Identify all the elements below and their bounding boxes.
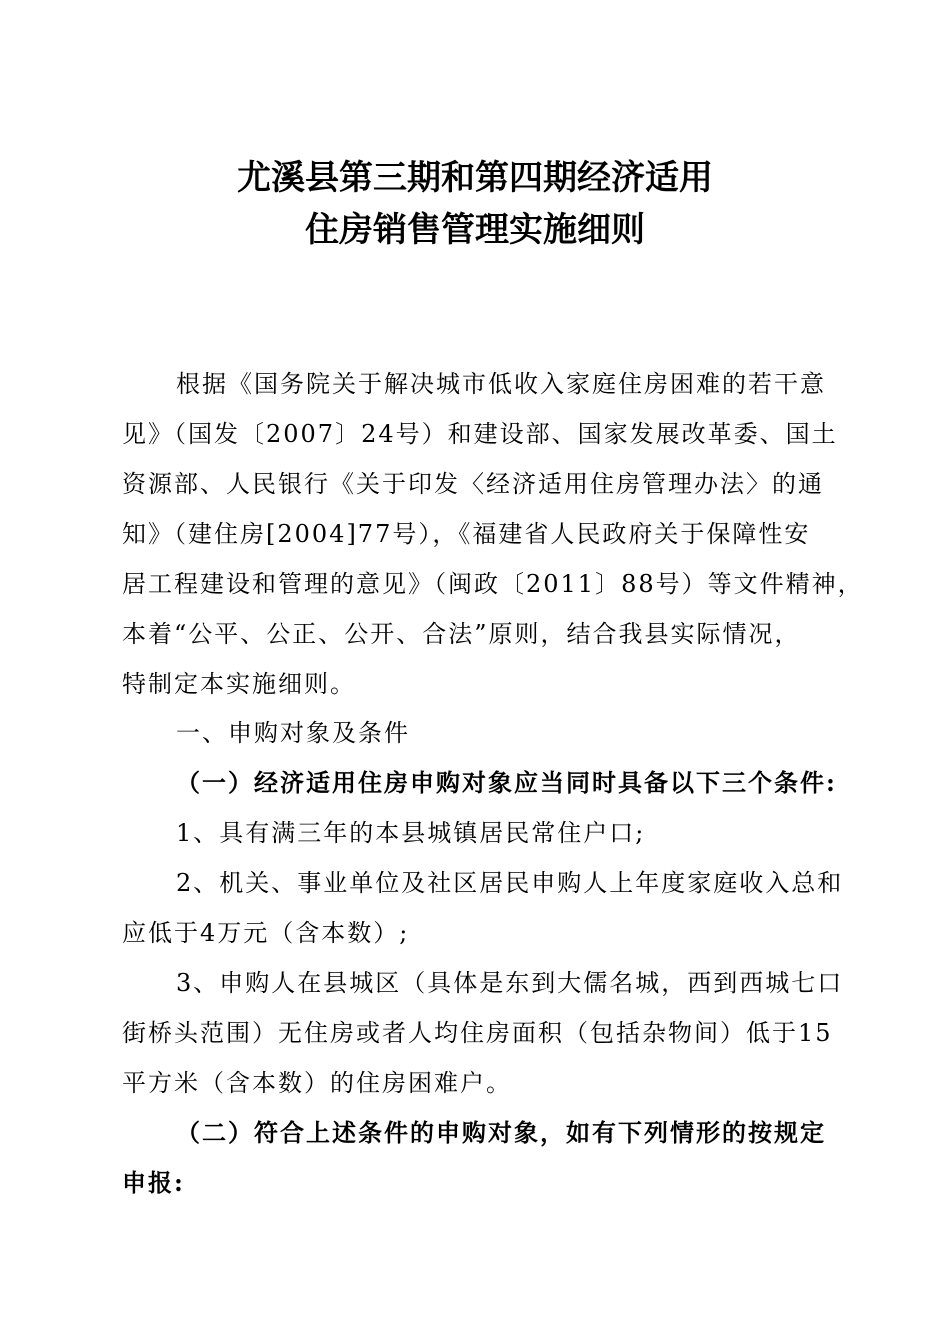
document-title-line-1: 尤溪县第三期和第四期经济适用 [237,158,713,198]
list-item-continuation: 平方米（含本数）的住房困难户。 [122,1069,512,1097]
list-item: 3、申购人在县城区（具体是东到大儒名城，西到西城七口 [176,969,844,997]
body-paragraph-line: 知》（建住房[2004]77号），《福建省人民政府关于保障性安 [122,520,811,548]
subsection-heading-continuation: 申报: [122,1168,185,1197]
body-paragraph-line: 根据《国务院关于解决城市低收入家庭住房困难的若干意 [176,370,826,398]
subsection-heading: （二）符合上述条件的申购对象，如有下列情形的按规定 [176,1118,826,1147]
body-paragraph-line: 见》（国发〔2007〕24号）和建设部、国家发展改革委、国土 [122,420,838,448]
list-item-continuation: 街桥头范围）无住房或者人均住房面积（包括杂物间）低于15 [122,1019,833,1047]
body-paragraph-line: 居工程建设和管理的意见》（闽政〔2011〕88号）等文件精神， [122,570,864,598]
list-item-continuation: 应低于4万元（含本数）; [122,919,410,947]
section-heading: 一、申购对象及条件 [176,719,410,747]
body-paragraph-line: 本着“公平、公正、公开、合法”原则，结合我县实际情况， [122,620,801,648]
list-item: 2、机关、事业单位及社区居民申购人上年度家庭收入总和 [176,869,844,897]
subsection-heading: （一）经济适用住房申购对象应当同时具备以下三个条件: [176,768,837,797]
document-title-line-2: 住房销售管理实施细则 [305,210,645,250]
body-paragraph-line: 资源部、人民银行《关于印发〈经济适用住房管理办法〉的通 [122,470,824,498]
list-item: 1、具有满三年的本县城镇居民常住户口; [176,819,646,847]
body-paragraph-line: 特制定本实施细则。 [122,670,356,698]
